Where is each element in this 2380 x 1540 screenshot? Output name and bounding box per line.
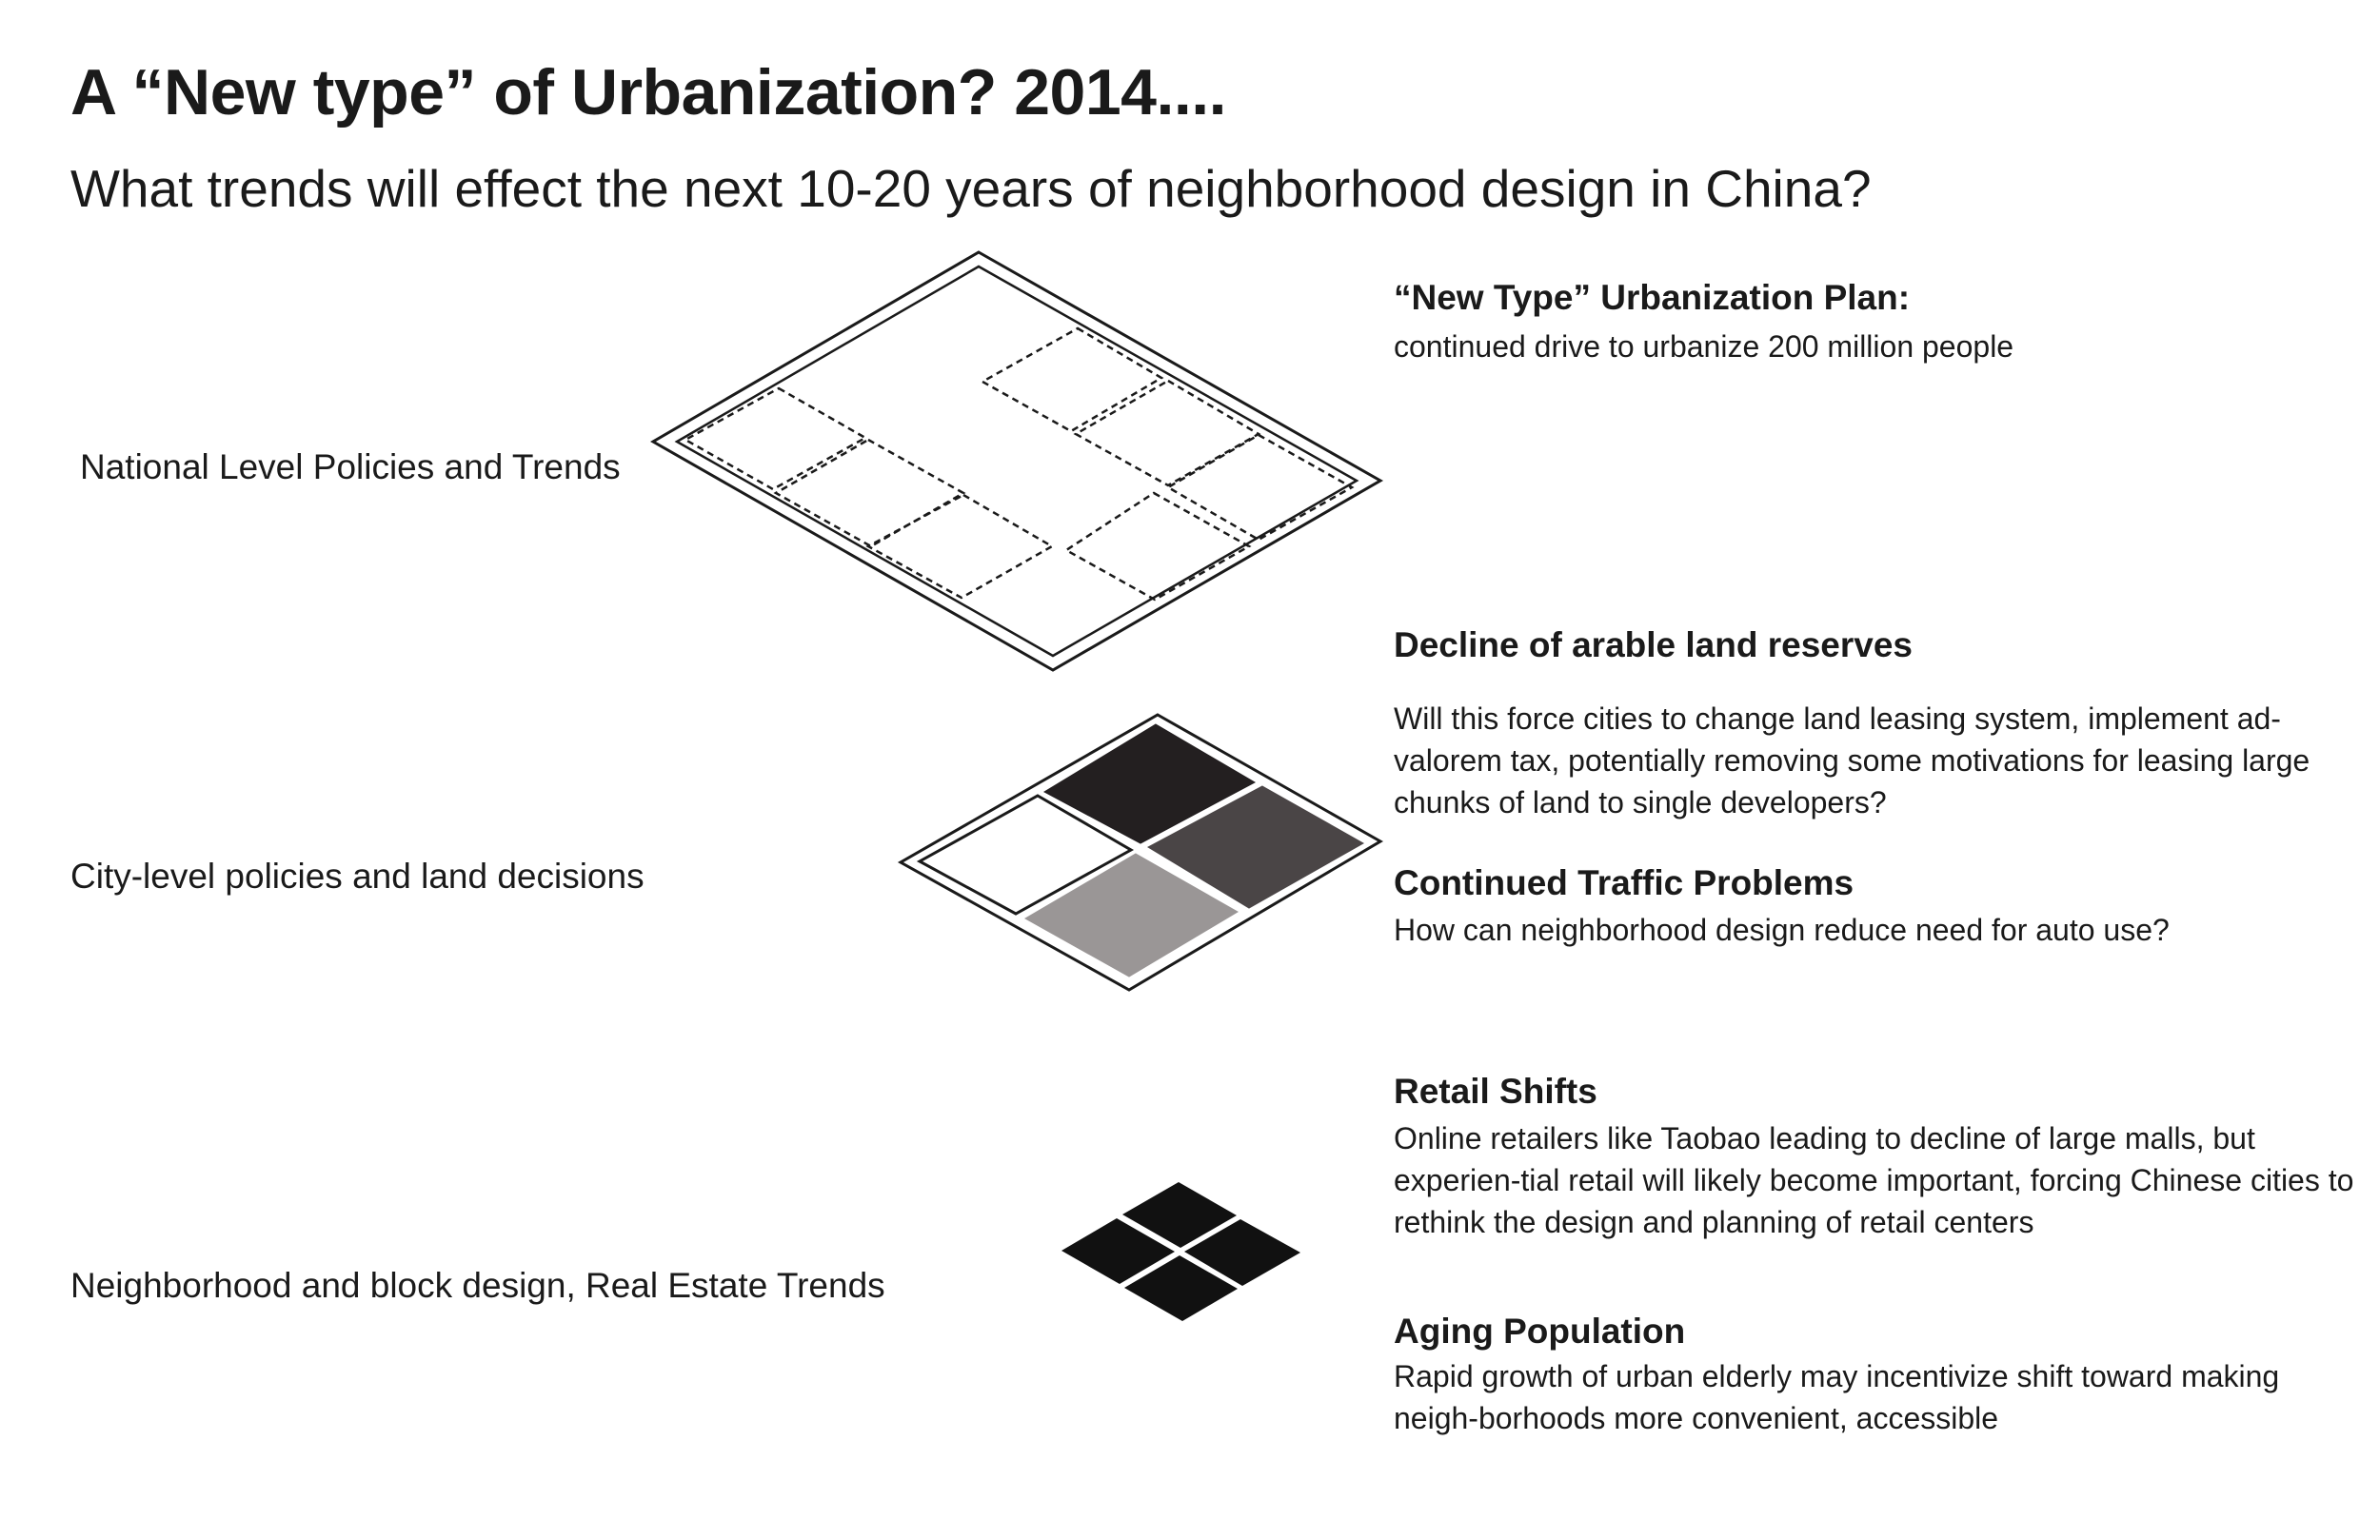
neighborhood-level-label: Neighborhood and block design, Real Estate Trends bbox=[70, 1266, 885, 1305]
neighborhood-level-plane bbox=[1061, 1182, 1300, 1321]
note-body: Online retailers like Taobao leading to decline of large malls, but experien-tial retail will likely become important, forcing Chinese cities to rethink the design and planning of retail centers bbox=[1394, 1121, 2354, 1239]
dashed-parcel bbox=[1168, 435, 1352, 540]
page-subtitle: What trends will effect the next 10-20 years of neighborhood design in China? bbox=[70, 159, 1872, 218]
dashed-parcel bbox=[776, 440, 963, 546]
national-dashed-parcels bbox=[685, 328, 1352, 600]
note-urbanization-plan bbox=[1394, 276, 2355, 367]
note-heading: Continued Traffic Problems bbox=[1394, 863, 1854, 902]
national-inner-plane bbox=[677, 267, 1357, 656]
dashed-parcel bbox=[982, 328, 1161, 431]
note-heading: Decline of arable land reserves bbox=[1394, 625, 1913, 664]
note-body: continued drive to urbanize 200 million people bbox=[1394, 329, 2014, 364]
note-heading: “New Type” Urbanization Plan: bbox=[1394, 278, 1911, 317]
city-level-label: City-level policies and land decisions bbox=[70, 857, 645, 896]
note-heading: Retail Shifts bbox=[1394, 1072, 1597, 1111]
note-body: Will this force cities to change land leasing system, implement ad-valorem tax, potentially removing some motivations for leasing large chunks of land to single developers? bbox=[1394, 701, 2311, 819]
note-retail-shifts bbox=[1394, 1070, 2355, 1243]
dashed-parcel bbox=[1066, 493, 1249, 600]
national-level-plane bbox=[653, 252, 1380, 670]
city-level-plane bbox=[901, 715, 1380, 990]
note-traffic-problems bbox=[1394, 861, 2355, 951]
note-aging-population bbox=[1394, 1310, 2355, 1439]
note-arable-land bbox=[1394, 623, 2355, 823]
note-body: Rapid growth of urban elderly may incentivize shift toward making neigh-borhoods more convenient, accessible bbox=[1394, 1359, 2280, 1435]
page-title: A “New type” of Urbanization? 2014.... bbox=[70, 56, 1227, 128]
note-body: How can neighborhood design reduce need for auto use? bbox=[1394, 913, 2170, 947]
national-level-label: National Level Policies and Trends bbox=[80, 447, 621, 486]
note-heading: Aging Population bbox=[1394, 1312, 1686, 1351]
national-outer-plane bbox=[653, 252, 1380, 670]
dashed-parcel bbox=[868, 495, 1052, 598]
